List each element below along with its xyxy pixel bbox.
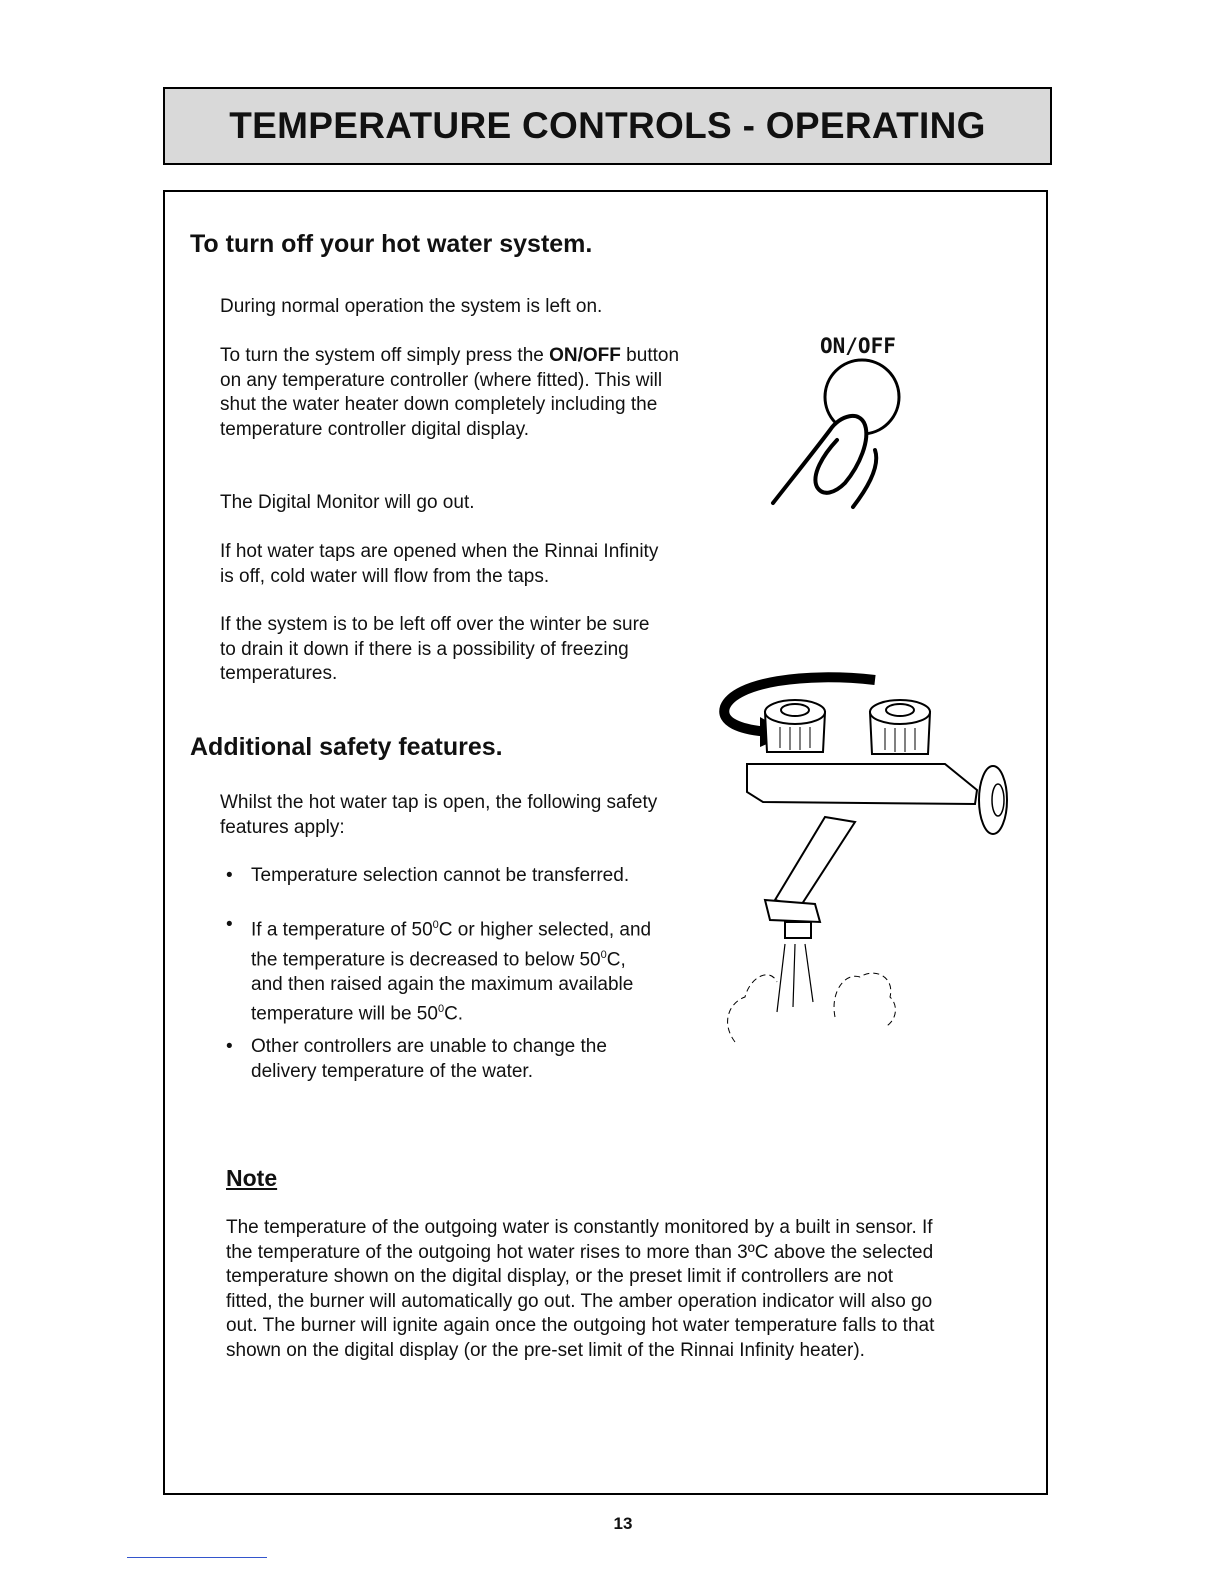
paragraph-digital-monitor: The Digital Monitor will go out. (220, 492, 475, 513)
section-heading-safety: Additional safety features. (190, 733, 503, 761)
page-number: 13 (613, 1514, 633, 1533)
bullet-text-2: If a temperature of $50^0C$ or higher selected, and the temperature is decreased to below $50^0C$, and then raised again the maximum available temperature will be $50^0C$. (251, 919, 652, 1025)
bullet-text-3: Other controllers are unable to change the delivery temperature of the water. (251, 1036, 607, 1082)
paragraph-cold-water: If hot water taps are opened when the Rinnai Infinity is off, cold water will flow from the taps. (220, 541, 659, 587)
onoff-figure-label: ON/OFF (820, 334, 896, 358)
p2-text-after: button on any temperature controller (where fitted). This will shut the water heater down completely including the temperature controller digital display. (220, 345, 680, 440)
onoff-bold-text: ON/OFF (549, 345, 621, 366)
footer-underline (127, 1557, 267, 1558)
paragraph-winter-drain: If the system is to be left off over the winter be sure to drain it down if there is a possibility of freezing temperatures. (220, 614, 650, 684)
paragraph-turn-off-instructions (220, 344, 680, 442)
page-title: TEMPERATURE CONTROLS - OPERATING (229, 105, 986, 146)
page-title-box (163, 87, 1052, 165)
finger-pressing-button-icon (765, 355, 915, 515)
note-paragraph: The temperature of the outgoing water is constantly monitored by a built in sensor. If the temperature of the outgoing hot water rises to more than 3ºC above the selected temperature shown on the digital display, or the preset limit if controllers are not fitted, the burner will automatically go out. The amber operation indicator will also go out. The burner will ignite again once the outgoing hot water temperature falls to that shown on the digital display (or the pre-set limit of the Rinnai Infinity heater). (226, 1217, 935, 1361)
paragraph-safety-intro: Whilst the hot water tap is open, the following safety features apply: (220, 792, 658, 838)
bullet-text-1: Temperature selection cannot be transferred. (251, 865, 630, 886)
p2-text-before: To turn the system off simply press the (220, 345, 550, 366)
section-heading-turn-off: To turn off your hot water system. (190, 230, 593, 258)
note-heading: Note (226, 1165, 278, 1191)
paragraph-normal-operation: During normal operation the system is left on. (220, 296, 603, 317)
hot-water-tap-icon (715, 672, 1015, 1052)
